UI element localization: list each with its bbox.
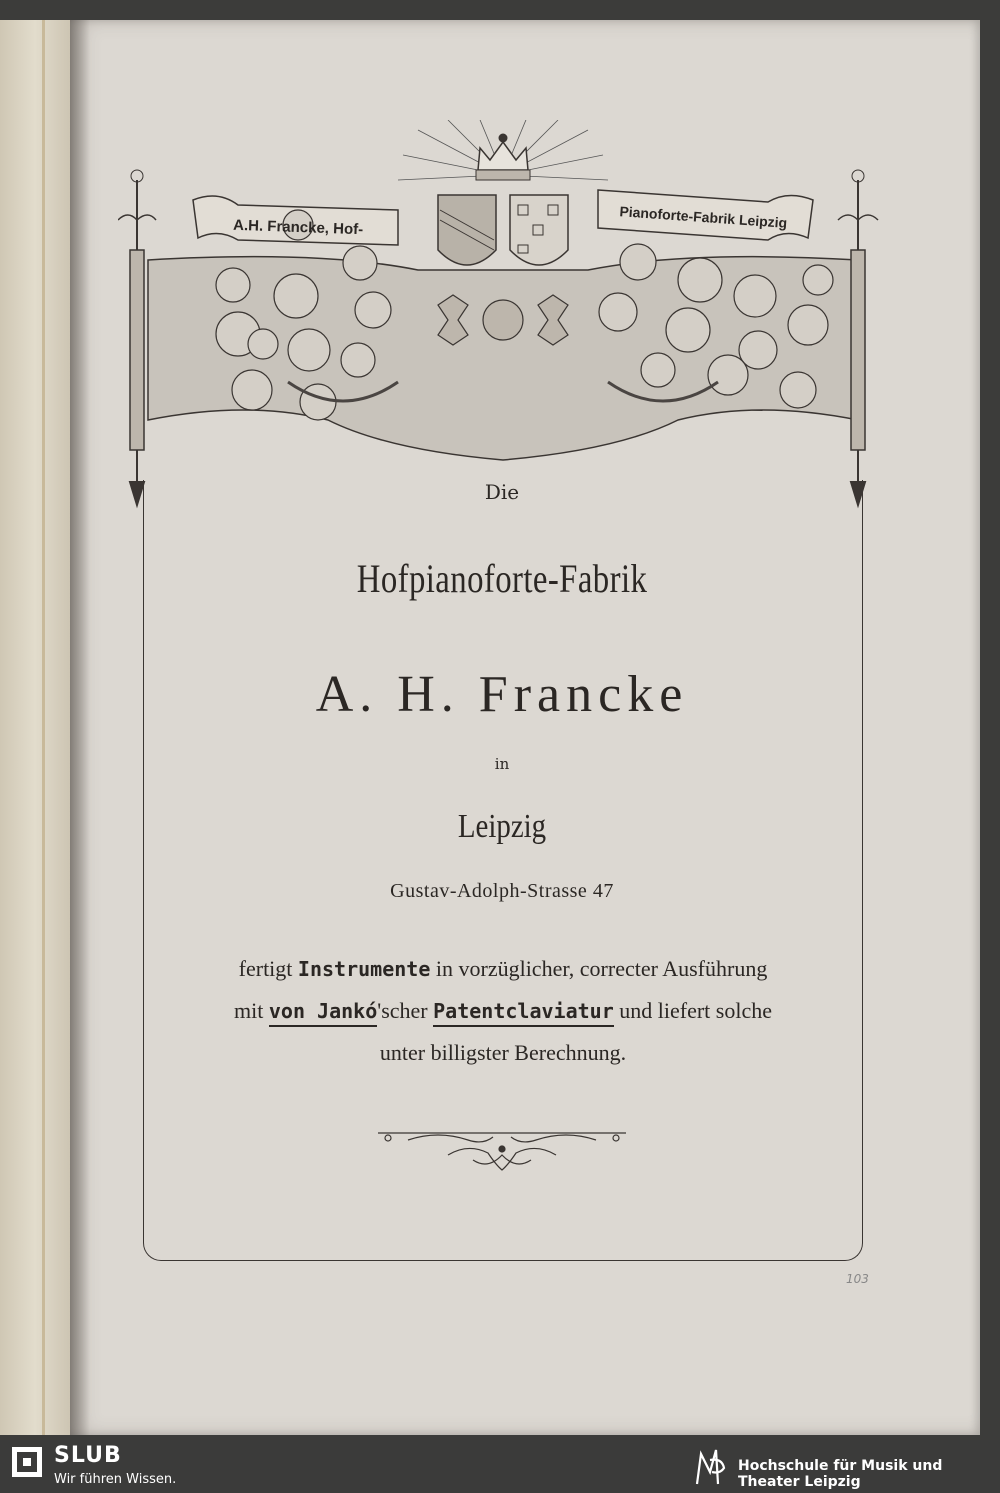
ornamental-header-illustration	[118, 120, 888, 520]
footer-bar	[0, 1440, 1000, 1493]
company-name: A. H. Francke	[315, 666, 689, 723]
slub-logo-icon	[12, 1447, 42, 1477]
body-text-span: in vorzüglicher, correcter Ausführung	[430, 956, 768, 981]
title-die: Die	[484, 480, 520, 504]
binding-shadow	[70, 20, 90, 1435]
body-paragraph	[178, 948, 828, 1074]
bold-von-janko: von Jankó	[269, 999, 377, 1027]
title-in: in	[494, 755, 510, 773]
body-line-2	[178, 990, 828, 1032]
body-line-1	[178, 948, 828, 990]
bold-instrumente: Instrumente	[297, 957, 431, 981]
body-text-span: mit	[234, 998, 269, 1023]
banner-right-text: Pianoforte-Fabrik Leipzig	[618, 203, 788, 231]
body-text-span: 'scher	[377, 998, 434, 1023]
decorative-flourish	[378, 1125, 626, 1175]
institution-name: Hochschule für Musik und Theater Leipzig	[738, 1458, 943, 1490]
previous-page-edge	[0, 20, 70, 1435]
street-address: Gustav-Adolph-Strasse 47	[390, 880, 614, 902]
body-line-3: unter billigster Berechnung.	[379, 1040, 627, 1065]
bold-patentclaviatur: Patentclaviatur	[433, 999, 614, 1027]
hmt-logo-icon	[692, 1444, 728, 1488]
pencil-page-number: 103	[846, 1272, 869, 1286]
body-text-span: fertigt	[238, 956, 298, 981]
slub-name: SLUB	[54, 1443, 122, 1468]
city-name: Leipzig	[457, 808, 547, 845]
banner-left-text: A.H. Francke, Hof-	[232, 216, 364, 239]
body-text-span: und liefert solche	[613, 998, 772, 1023]
slub-tagline: Wir führen Wissen.	[54, 1472, 177, 1487]
company-type: Hofpianoforte-Fabrik	[356, 556, 648, 601]
